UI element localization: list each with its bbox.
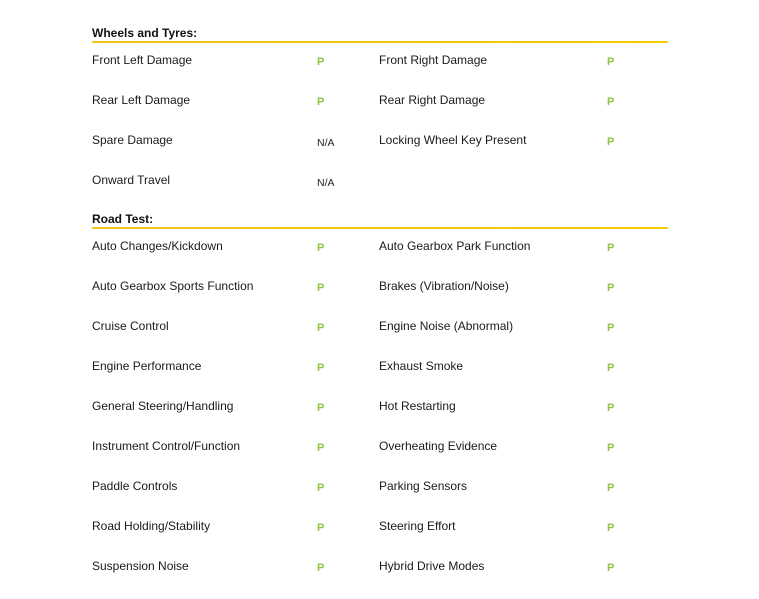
check-label: Engine Noise (Abnormal): [379, 318, 514, 333]
check-result: P: [317, 281, 325, 294]
check-result: P: [607, 321, 615, 334]
table-row: [92, 93, 668, 133]
check-result: P: [317, 441, 325, 454]
section-title: Road Test:: [92, 212, 154, 226]
check-label: Auto Gearbox Park Function: [379, 238, 531, 253]
table-row: [92, 439, 668, 479]
check-result: P: [317, 361, 325, 374]
table-row: [92, 359, 668, 399]
check-result: P: [317, 321, 325, 334]
table-row: [92, 173, 668, 213]
check-result: P: [317, 55, 325, 68]
check-label: Rear Right Damage: [379, 92, 486, 107]
previous-section-remnant: [92, 0, 668, 2]
check-label: Road Holding/Stability: [92, 518, 211, 533]
check-label: General Steering/Handling: [92, 398, 234, 413]
check-result: P: [607, 361, 615, 374]
check-label: Hot Restarting: [379, 398, 456, 413]
check-label: Suspension Noise: [92, 558, 189, 573]
check-result: P: [607, 401, 615, 414]
check-result: P: [317, 561, 325, 574]
check-result: P: [607, 55, 615, 68]
table-row: [92, 53, 668, 93]
check-label: Rear Left Damage: [92, 92, 191, 107]
check-result: P: [607, 281, 615, 294]
check-label: Brakes (Vibration/Noise): [379, 278, 509, 293]
check-label: Steering Effort: [379, 518, 456, 533]
check-result: N/A: [317, 136, 335, 149]
section-divider: [92, 41, 668, 43]
check-result: P: [607, 561, 615, 574]
check-result: P: [317, 481, 325, 494]
check-label: Engine Performance: [92, 358, 202, 373]
section-road-test: [92, 212, 668, 599]
check-label: Instrument Control/Function: [92, 438, 241, 453]
table-row: [92, 133, 668, 173]
check-result: P: [317, 95, 325, 108]
check-label: Locking Wheel Key Present: [379, 132, 527, 147]
check-label: Cruise Control: [92, 318, 169, 333]
check-label: Paddle Controls: [92, 478, 178, 493]
section-wheels-and-tyres: [92, 26, 668, 213]
check-result: P: [317, 241, 325, 254]
check-result: P: [607, 521, 615, 534]
check-result: P: [317, 521, 325, 534]
table-row: [92, 479, 668, 519]
check-label: Overheating Evidence: [379, 438, 498, 453]
check-label: Hybrid Drive Modes: [379, 558, 485, 573]
table-row: [92, 279, 668, 319]
table-row: [92, 519, 668, 559]
section-divider: [92, 227, 668, 229]
check-result: P: [607, 135, 615, 148]
table-row: [92, 319, 668, 359]
check-result: P: [607, 481, 615, 494]
check-label: Parking Sensors: [379, 478, 468, 493]
check-result: P: [317, 401, 325, 414]
check-label: Front Right Damage: [379, 52, 488, 67]
check-result: P: [607, 95, 615, 108]
check-result: N/A: [317, 176, 335, 189]
section-title: Wheels and Tyres:: [92, 26, 198, 40]
table-row: [92, 559, 668, 599]
check-label: Exhaust Smoke: [379, 358, 464, 373]
check-label: Spare Damage: [92, 132, 173, 147]
table-row: [92, 399, 668, 439]
check-result: P: [607, 441, 615, 454]
check-result: P: [607, 241, 615, 254]
check-label: Front Left Damage: [92, 52, 193, 67]
check-label: Onward Travel: [92, 172, 171, 187]
table-row: [92, 239, 668, 279]
check-label: Auto Changes/Kickdown: [92, 238, 223, 253]
check-label: Auto Gearbox Sports Function: [92, 278, 254, 293]
